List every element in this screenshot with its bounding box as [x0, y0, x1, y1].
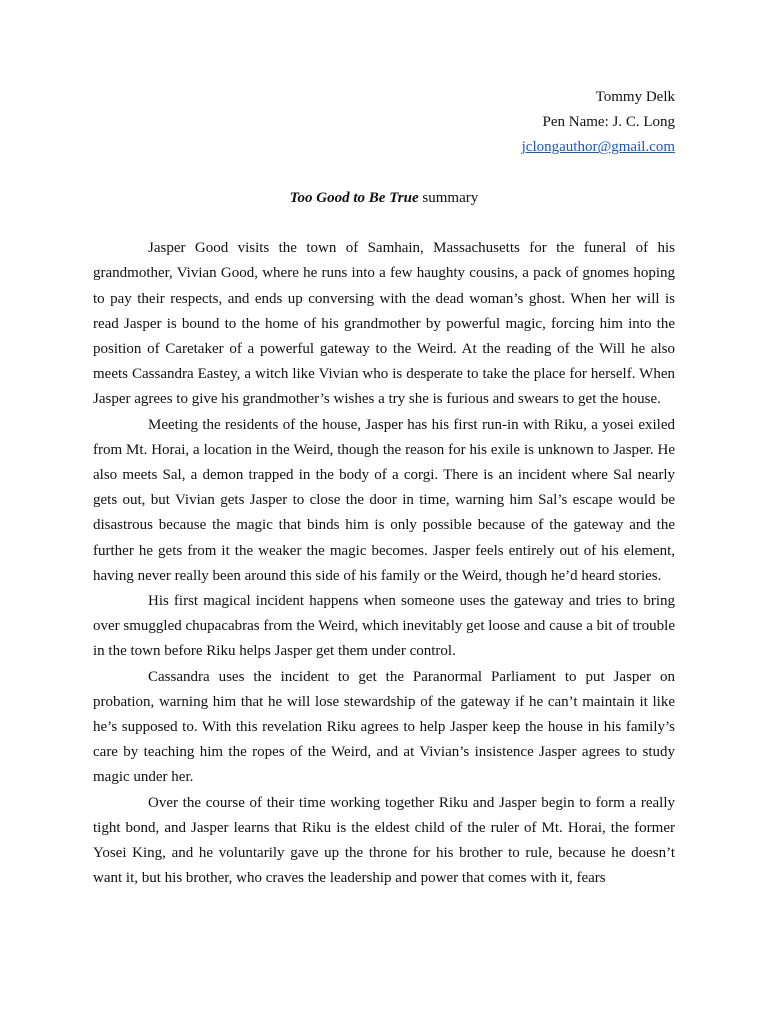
paragraph: Jasper Good visits the town of Samhain, Massachusetts for the funeral of his grandmother, Vivian Good, where he runs into a few haughty cousins, a pack of gnomes hoping to pay their respects, and ends up conversing with the dead woman’s ghost. When her will is read Jasper is bound to the home of his grandmother by powerful magic, forcing him into the position of Caretaker of a powerful gateway to the Weird. At the reading of the Will he also meets Cassandra Eastey, a witch like Vivian who is desperate to take the place for herself. When Jasper agrees to give his grandmother’s wishes a try she is furious and swears to get the house. [93, 240, 675, 408]
paragraph: Over the course of their time working together Riku and Jasper begin to form a really tight bond, and Jasper learns that Riku is the eldest child of the ruler of Mt. Horai, the former Yosei King, and he voluntarily gave up the throne for his brother to rule, because he doesn’t want it, but his brother, who craves the leadership and power that comes with it, fears [93, 794, 675, 887]
paragraph: His first magical incident happens when someone uses the gateway and tries to bring over smuggled chupacabras from the Weird, which inevitably get loose and cause a bit of trouble in the town before Riku helps Jasper get them under control. [93, 593, 675, 660]
paragraph: Cassandra uses the incident to get the Paranormal Parliament to put Jasper on probation, warning him that he will lose stewardship of the gateway if he can’t maintain it like he’s supposed to. With this revelation Riku agrees to help Jasper keep the house in his family’s care by teaching him the ropes of the Weird, and at Vivian’s insistence Jasper agrees to study magic under her. [93, 668, 675, 786]
pen-name: Pen Name: J. C. Long [542, 114, 675, 131]
summary-body [93, 236, 675, 891]
paragraph: Meeting the residents of the house, Jasper has his first run-in with Riku, a yosei exiled from Mt. Horai, a location in the Weird, though the reason for his exile is unknown to Jasper. He also meets Sal, a demon trapped in the body of a corgi. There is an incident where Sal nearly gets out, but Vivian gets Jasper to close the door in time, warning him Sal’s escape would be disastrous because the magic that binds him is only possible because of the gateway and the further he gets from it the weaker the magic becomes. Jasper feels entirely out of his element, having never really been around this side of his family or the Weird, though he’d heard stories. [93, 416, 675, 584]
title-suffix: summary [418, 189, 479, 206]
author-name: Tommy Delk [595, 89, 675, 105]
author-email-link[interactable]: jclongauthor@gmail.com [521, 139, 675, 156]
document-title [93, 186, 675, 211]
document-page [93, 85, 675, 891]
book-title: Too Good to Be True [289, 189, 419, 206]
author-header [93, 85, 675, 161]
